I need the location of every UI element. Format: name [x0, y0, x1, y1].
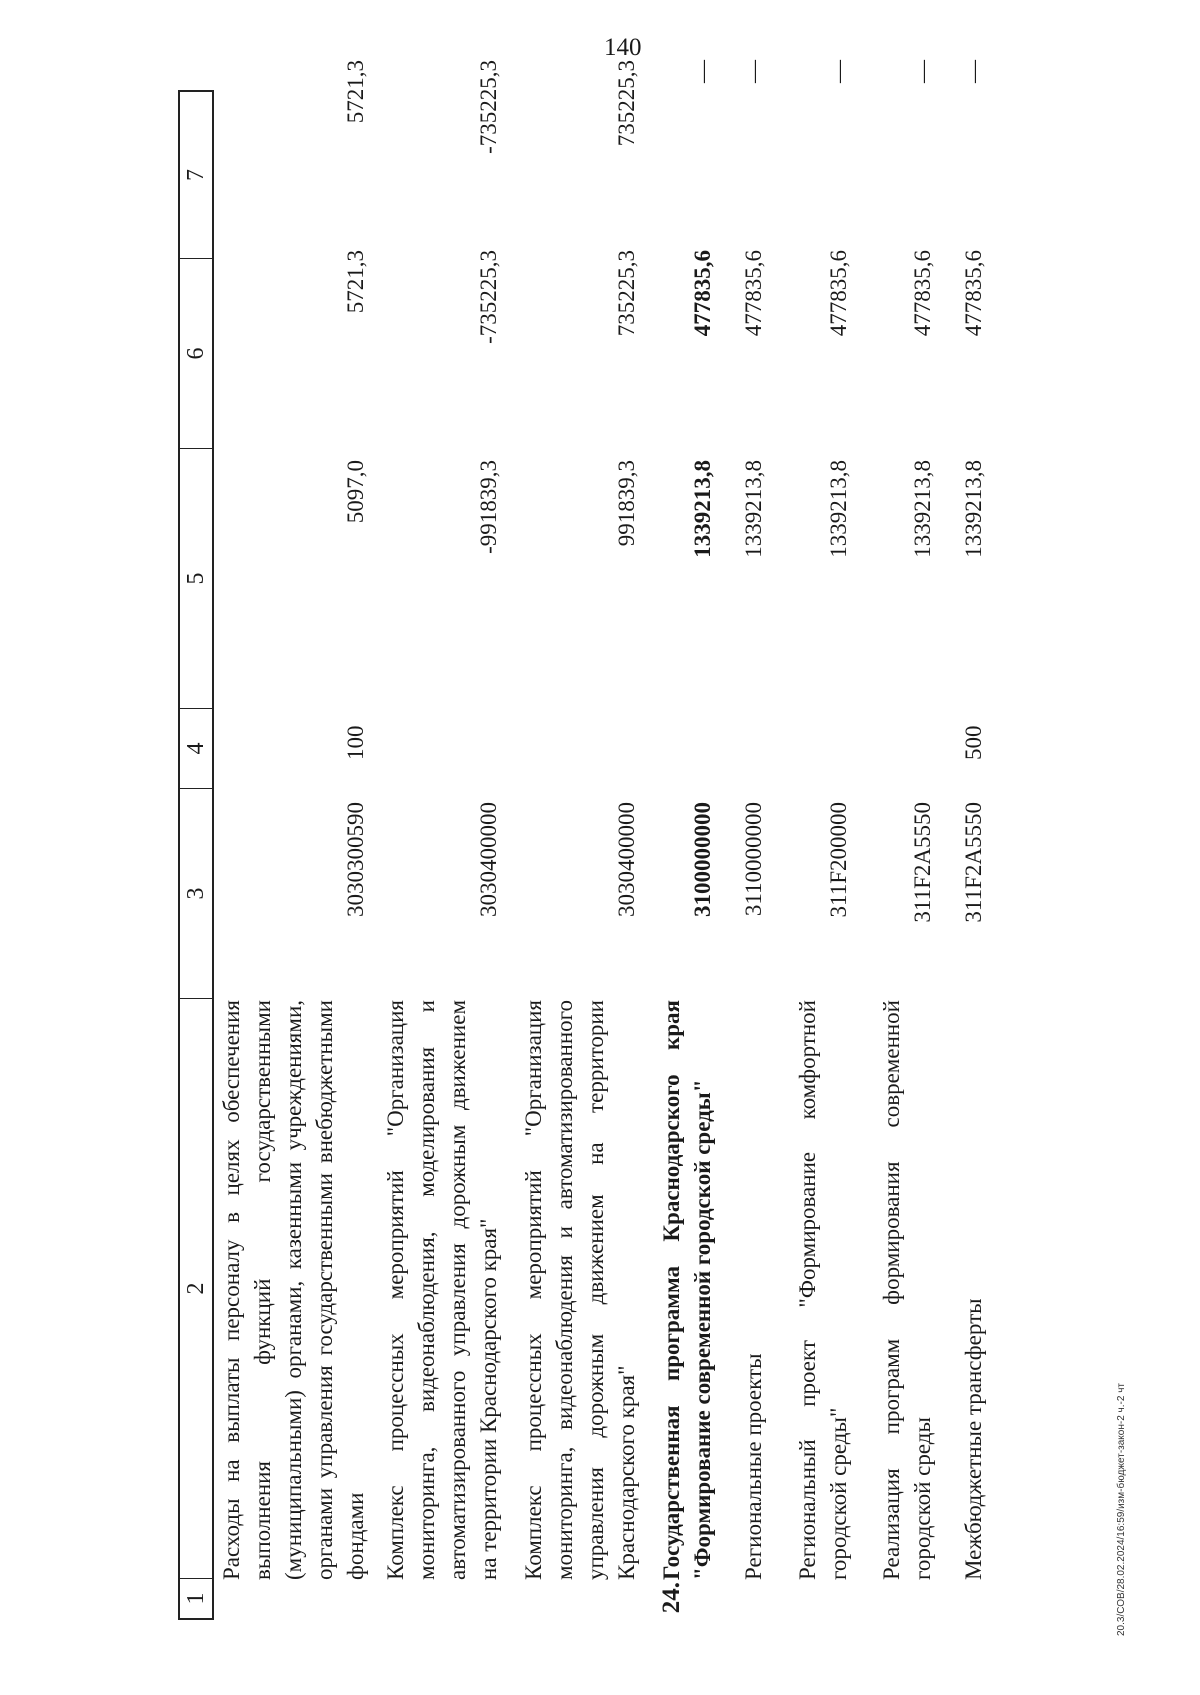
row-description: Региональный проект "Формирование комфортной городской среды"	[795, 1000, 851, 1580]
row-value-7: —	[826, 60, 851, 83]
row-value-7: —	[961, 60, 986, 83]
row-value-5: 1339213,8	[910, 460, 935, 558]
row-code: 3110000000	[741, 802, 766, 917]
page-number: 140	[604, 34, 642, 61]
header-col-7: 7	[183, 169, 209, 181]
header-col-6: 6	[180, 258, 212, 448]
row-description: Комплекс процессных мероприятий "Организация мониторинга, видеонаблюдения, моделирования и автоматизированного управления дорожным движением на территории Краснодарского края"	[383, 1000, 501, 1580]
row-description: Реализация программ формирования современной городской среды	[879, 1000, 935, 1580]
row-value-5: 5097,0	[343, 460, 368, 524]
row-description: Расходы на выплаты персоналу в целях обеспечения выполнения функций государственными (муниципальными) органами, казенными учреждениями, органами управления государственными внебюджетными фондами	[219, 1000, 368, 1580]
document-footer-code: 20.3/СОВ/28.02.2024/16:59/изм-бюджет-закон-2 ч.-2 чт	[1116, 1383, 1127, 1636]
row-code: 311F2А5550	[910, 802, 935, 923]
row-code: 3030400000	[614, 802, 639, 917]
row-kvr: 500	[961, 725, 986, 760]
header-col-3: 3	[180, 788, 212, 998]
budget-table	[178, 50, 1048, 1620]
row-value-6: 477835,6	[826, 250, 851, 337]
row-description: Региональные проекты	[741, 1353, 766, 1580]
row-code: 3030300590	[343, 802, 368, 917]
row-code: 311F200000	[826, 802, 851, 918]
row-value-5: -991839,3	[476, 460, 501, 554]
row-value-5: 1339213,8	[961, 460, 986, 558]
row-value-6: 5721,3	[343, 250, 368, 314]
row-code: 3030400000	[476, 802, 501, 917]
header-col-5: 5	[180, 448, 212, 708]
row-value-6: 477835,6	[961, 250, 986, 337]
row-value-7: —	[741, 60, 766, 83]
row-value-7: —	[690, 60, 715, 83]
row-value-6: 477835,6	[690, 250, 715, 337]
row-value-7: 735225,3	[614, 60, 639, 147]
row-description: Межбюджетные трансферты	[961, 1298, 986, 1580]
header-col-4: 4	[180, 708, 212, 788]
row-value-6: 477835,6	[741, 250, 766, 337]
row-code: 3100000000	[690, 802, 715, 917]
header-col-1: 1	[180, 1578, 212, 1618]
row-value-6: -735225,3	[476, 250, 501, 344]
table-header-row	[178, 90, 214, 1620]
row-value-6: 735225,3	[614, 250, 639, 337]
row-value-7: -735225,3	[476, 60, 501, 154]
row-code: 311F2А5550	[961, 802, 986, 923]
row-value-7: —	[910, 60, 935, 83]
row-kvr: 100	[343, 725, 368, 760]
row-value-6: 477835,6	[910, 250, 935, 337]
row-value-7: 5721,3	[343, 60, 368, 124]
row-number: 24.	[658, 1582, 685, 1614]
row-value-5: 1339213,8	[741, 460, 766, 558]
row-value-5: 1339213,8	[690, 460, 715, 558]
row-value-5: 1339213,8	[826, 460, 851, 558]
row-description: Государственная программа Краснодарского края "Формирование современной городской среды"	[659, 1000, 715, 1580]
row-value-5: 991839,3	[614, 460, 639, 547]
header-col-2: 2	[180, 998, 212, 1578]
row-description: Комплекс процессных мероприятий "Организация мониторинга, видеонаблюдения и автоматизированного управления дорожным движением на территории Краснодарского края"	[521, 1000, 639, 1580]
